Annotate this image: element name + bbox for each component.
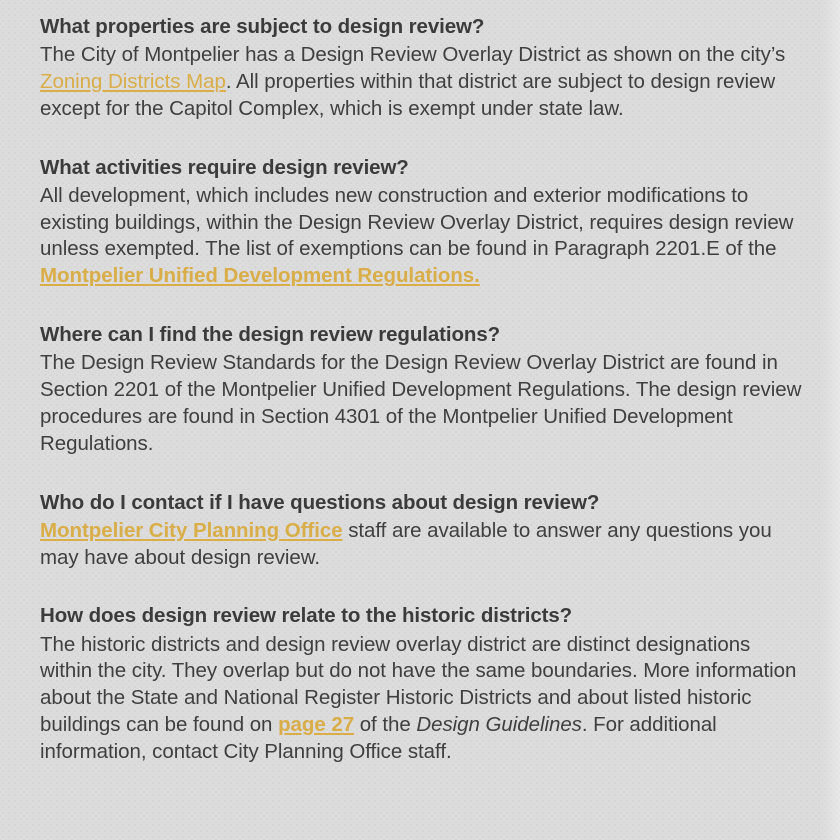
faq-item-properties-subject xyxy=(40,12,802,123)
answer-text-segment: . For additional information, contact City Planning Office staff. xyxy=(40,713,717,763)
montpelier-city-planning-office-link[interactable]: Montpelier City Planning Office xyxy=(40,518,343,542)
faq-answer-who-to-contact xyxy=(40,518,802,572)
faq-item-find-regulations xyxy=(40,320,802,457)
faq-answer-historic-districts xyxy=(40,632,802,766)
answer-text-segment: All development, which includes new construction and exterior modifications to existing buildings, within the Design Review Overlay District, requires design review unless exempted. The list of exemptions can be found in Paragraph 2201.E of the xyxy=(40,183,794,261)
answer-text-segment: . All properties within that district are subject to design review except for the Capitol Complex, which is exempt under state law. xyxy=(40,69,776,120)
answer-text-segment: The historic districts and design review overlay district are distinct designations within the city. They overlap but do not have the same boundaries. More information about the State and National Register Historic Districts and about listed historic buildings can be found on xyxy=(40,632,797,737)
design-guidelines-title: Design Guidelines xyxy=(416,713,582,737)
faq-item-who-to-contact xyxy=(40,488,802,572)
answer-text-segment: staff are available to answer any questions you may have about design review. xyxy=(40,518,772,569)
montpelier-unified-development-regulations-link[interactable]: Montpelier Unified Development Regulations. xyxy=(40,264,480,288)
faq-item-historic-districts xyxy=(40,601,802,765)
faq-question-find-regulations: Where can I find the design review regulations? xyxy=(40,323,501,347)
zoning-districts-map-link[interactable]: Zoning Districts Map xyxy=(40,69,226,93)
faq-answer-activities-require xyxy=(40,183,802,290)
faq-question-who-to-contact: Who do I contact if I have questions about design review? xyxy=(40,490,600,514)
faq-item-activities-require xyxy=(40,153,802,290)
faq-question-properties-subject: What properties are subject to design review? xyxy=(40,15,485,38)
faq-question-activities-require: What activities require design review? xyxy=(40,155,409,179)
page-27-link[interactable]: page 27 xyxy=(278,713,355,737)
faq-answer-find-regulations: The Design Review Standards for the Design Review Overlay District are found in Section 2201 of the Montpelier Unified Development Regulations. The design review procedures are found in Section 4301 of the Montpelier Unified Development Regulations. xyxy=(40,351,802,455)
faq-question-historic-districts: How does design review relate to the historic districts? xyxy=(40,604,573,628)
faq-answer-properties-subject xyxy=(40,42,802,123)
answer-text-segment: The City of Montpelier has a Design Review Overlay District as shown on the city’s xyxy=(40,43,786,67)
answer-text-segment: of the xyxy=(354,713,417,737)
